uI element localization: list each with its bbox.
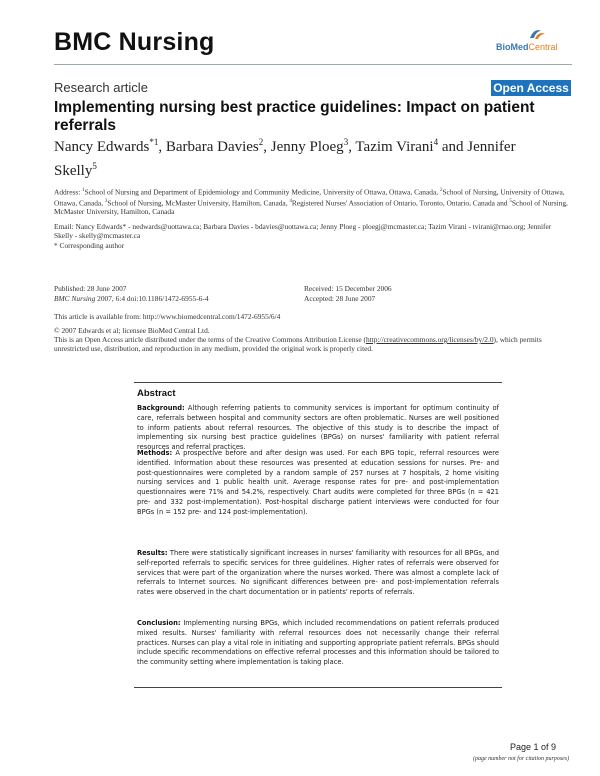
abstract-methods — [137, 449, 499, 518]
abstract-box — [134, 382, 502, 688]
page-number: Page 1 of 9 — [510, 742, 557, 752]
author-emails[interactable]: Email: Nancy Edwards* - nedwards@uottawa.ca; Barbara Davies - bdavies@uottawa.ca; Jenny Ploeg - ploegj@mcmaster.ca; Tazim Virani - tvirani@rnao.org; Jennifer Skelly - skelly@mcmaster.ca — [54, 222, 552, 241]
author-affiliation-mark: 3 — [343, 137, 349, 147]
section-text: A prospective before and after design was used. For each BPG topic, referral resources were identified. Information about these resources was presented at education sessions for nurses. Pre- and post-questionnaires were completed by a random sample of 257 nurses at 7 hospitals, 2 home visiting nursing services and 1 public health unit. Average response rates for pre- and post-implementation questionnaires were 71% and 54.2%, respectively. Chart audits were completed for three BPGs (n = 421 pre- and 332 post-implementation). Post-hospital discharge patient interviews were conducted for four BPGs (n = 152 pre- and 124 post-implementation). — [137, 449, 499, 516]
section-label: Background: — [137, 404, 185, 412]
abstract-background — [137, 404, 499, 453]
address-number: 3 — [104, 198, 108, 204]
open-access-badge[interactable]: Open Access — [491, 80, 571, 96]
article-type: Research article — [54, 80, 148, 95]
address-text: Registered Nurses' Association of Ontario, Toronto, Ontario, Canada and — [291, 198, 510, 208]
received-date: Received: 15 December 2006 — [304, 284, 392, 293]
section-text: There were statistically significant increases in nurses' familiarity with resources for all BPGs, and self-reported referrals to specific services for three guidelines. Higher rates of referrals were observed for services that were part of the organization where the nurses worked. There was almost a complete lack of referrals to Internet sources. No significant differences between pre- and post-implementation referrals rates were observed in the chart documentation or in patients' reports of referrals. — [137, 549, 499, 597]
citation — [54, 294, 304, 304]
author-separator: , — [158, 139, 166, 155]
author-affiliation-mark: *1 — [149, 137, 159, 147]
license-post: ), which permits unrestricted use, distribution, and reproduction in any medium, provided the original work is properly cited. — [54, 335, 542, 354]
address-number: 1 — [82, 188, 85, 193]
copyright: © 2007 Edwards et al; licensee BioMed Central Ltd. — [54, 326, 210, 335]
publisher-central: Central — [528, 42, 558, 52]
citation-journal: BMC Nursing — [54, 293, 96, 303]
license-text — [54, 335, 576, 353]
journal-title: BMC Nursing — [54, 28, 215, 56]
address-text: School of Nursing, McMaster University, Hamilton, Canada — [54, 198, 568, 217]
publisher-bio: BioMed — [496, 42, 529, 52]
section-label: Results: — [137, 549, 168, 557]
author-affiliation-mark: 2 — [258, 137, 264, 147]
address-number: 4 — [289, 198, 292, 204]
review-dates — [304, 284, 504, 304]
published-date: Published: 28 June 2007 — [54, 284, 127, 293]
address-number: 5 — [509, 198, 512, 204]
address-label: Address: — [54, 187, 81, 197]
biomed-central-logo-icon — [528, 28, 546, 41]
article-title: Implementing nursing best practice guidelines: Impact on patient referrals — [54, 99, 535, 134]
author-separator: and — [438, 139, 468, 155]
author-name[interactable]: Barbara Davies — [165, 139, 259, 155]
author-name[interactable]: Jennifer Skelly — [54, 139, 516, 179]
license-link[interactable]: http://creativecommons.org/licenses/by/2.0 — [365, 335, 494, 344]
address-number: 2 — [439, 188, 443, 193]
author-name[interactable]: Jenny Ploeg — [270, 139, 344, 155]
corresponding-author-note: * Corresponding author — [54, 241, 125, 250]
abstract-results — [137, 549, 499, 598]
citation-details: 2007, 6:4 doi:10.1186/1472-6955-6-4 — [95, 293, 209, 303]
section-text: Although referring patients to community services is important for optimum continuity of care, referrals between hospital and community sectors are often problematic. Nurses are well positioned to inform patients about referral resources. The objective of this study is to describe the impact of implementing six nursing best practice guidelines (BPGs) on nurses' familiarity with patient referral resources and referral practices. — [137, 404, 499, 452]
header-divider — [54, 64, 572, 65]
author-name[interactable]: Nancy Edwards — [54, 139, 150, 155]
section-label: Methods: — [137, 449, 173, 457]
address-text: School of Nursing and Department of Epidemiology and Community Medicine, University of Ottawa, Ottawa, Canada, — [84, 187, 440, 197]
section-label: Conclusion: — [137, 619, 181, 627]
address-text: School of Nursing, University of Ottawa, Ottawa, Canada, — [54, 187, 565, 208]
publication-info — [54, 284, 304, 304]
author-list — [54, 133, 554, 181]
license-pre: This is an Open Access article distributed under the terms of the Creative Commons Attribution License ( — [54, 335, 366, 344]
author-name[interactable]: Tazim Virani — [355, 139, 434, 155]
abstract-conclusion — [137, 619, 499, 668]
article-url[interactable]: This article is available from: http://www.biomedcentral.com/1472-6955/6/4 — [54, 312, 281, 321]
abstract-heading: Abstract — [137, 388, 176, 399]
page-number-note: (page number not for citation purposes) — [473, 756, 570, 762]
section-text: Implementing nursing BPGs, which included recommendations on patient referrals produced mixed results. Nurses' familiarity with referral resources does not necessarily change their referral practices. Nurses can play a vital role in initiating and supporting appropriate patient referrals. BPGs should include specific recommendations on effective referral processes and this information should be tailored to the community setting where implementation is taking place. — [137, 619, 499, 667]
author-affiliation-mark: 4 — [433, 137, 439, 147]
address-text: School of Nursing, McMaster University, Hamilton, Canada, — [107, 198, 290, 208]
author-separator: , — [348, 139, 356, 155]
author-separator: , — [263, 139, 271, 155]
accepted-date: Accepted: 28 June 2007 — [304, 293, 376, 303]
publisher-logo[interactable] — [496, 28, 568, 56]
author-addresses — [54, 186, 569, 217]
author-affiliation-mark: 5 — [92, 161, 97, 171]
